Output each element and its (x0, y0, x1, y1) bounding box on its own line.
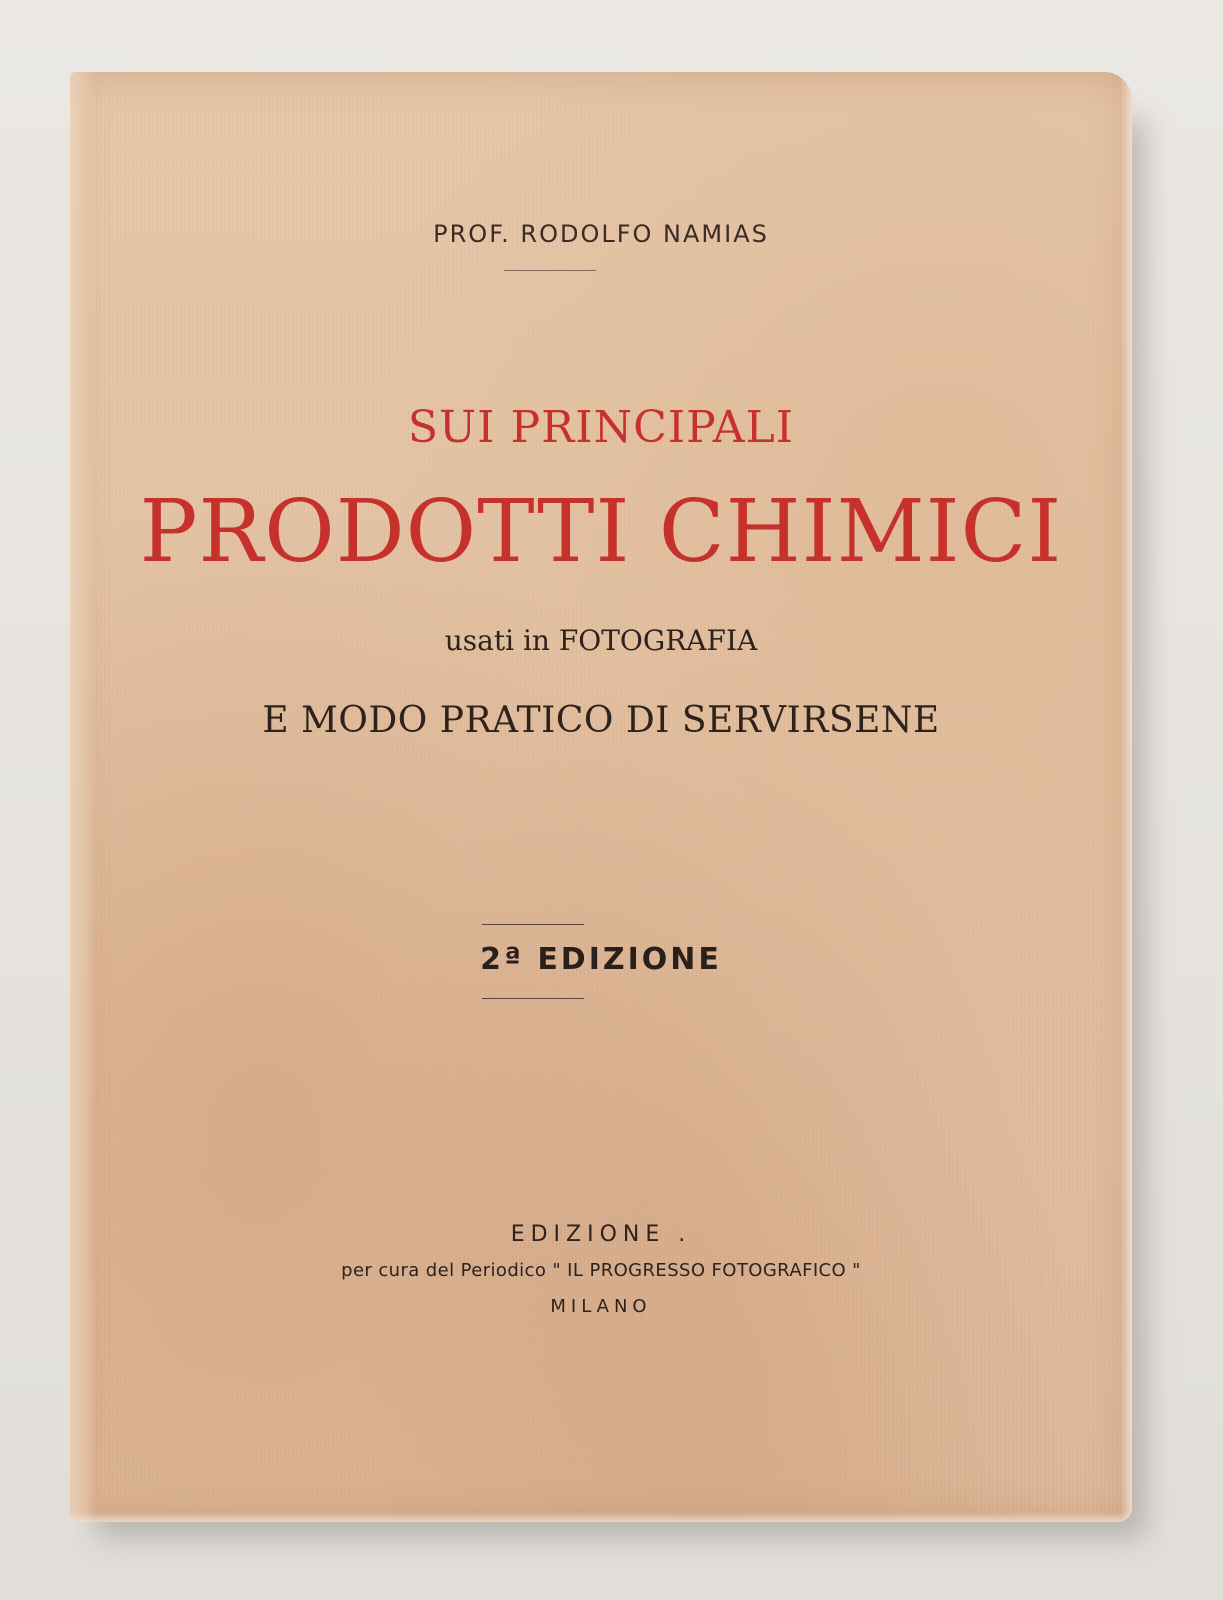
cover-bottom-edge (70, 1512, 1132, 1522)
edition-rule-top (482, 924, 584, 925)
book-cover (70, 72, 1132, 1522)
publisher-line-2: per cura del Periodico " IL PROGRESSO FOTOGRAFICO " (341, 1260, 861, 1281)
author-underline (504, 270, 596, 271)
author-name: PROF. RODOLFO NAMIAS (433, 220, 769, 248)
edition-label: 2ª EDIZIONE (480, 942, 722, 977)
subtitle-line-1: usati in FOTOGRAFIA (444, 624, 758, 657)
edition-rule-bottom (482, 998, 584, 999)
publisher-line-1: EDIZIONE . (510, 1222, 692, 1247)
title-line-1: SUI PRINCIPALI (407, 402, 795, 453)
title-line-2: PRODOTTI CHIMICI (139, 482, 1063, 582)
subtitle-line-2: E MODO PRATICO DI SERVIRSENE (262, 700, 940, 741)
publisher-line-3: MILANO (550, 1296, 652, 1317)
